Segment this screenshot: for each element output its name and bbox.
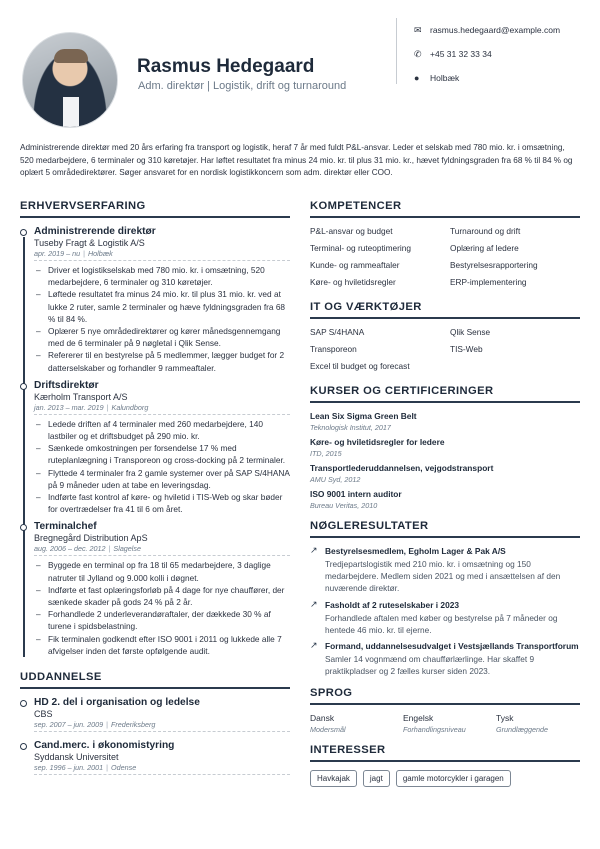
job-company: Bregnegård Distribution ApS [34, 533, 148, 544]
section-title-experience: ERHVERVSERFARING [20, 200, 290, 218]
job-bullet: – Forhandlede 2 underleverandøraftaler, der dækkede 30 % af turene i spidsbelastning. [34, 608, 290, 632]
email-text: rasmus.hedegaard@example.com [430, 25, 561, 35]
job-bullet: – Oplærer 5 nye områdedirektører og kører månedsgennemgang med de 6 terminaler på 9 nøgletal i Qlik Sense. [34, 325, 290, 349]
course-meta: Teknologisk Institut, 2017 [310, 423, 391, 432]
language-list [310, 713, 580, 734]
tool-item: Qlik Sense [450, 327, 491, 337]
resume-header [0, 0, 600, 140]
section-title-languages: SPROG [310, 687, 580, 705]
photo-hair [54, 49, 88, 63]
job-meta: jan. 2013 – mar. 2019 | Kalundborg [34, 403, 290, 415]
timeline-line [23, 237, 25, 397]
job-title: Driftsdirektør [34, 379, 99, 391]
profile-photo [22, 32, 118, 128]
language-level: Grundlæggende [496, 725, 548, 735]
section-title-courses: KURSER OG CERTIFICERINGER [310, 385, 580, 403]
course-item [310, 463, 580, 484]
job-location: Slagelse [113, 544, 141, 554]
education-school: Syddansk Universitet [34, 752, 119, 763]
course-list [310, 411, 580, 510]
job-entry [20, 226, 290, 374]
result-item [310, 600, 580, 636]
trend-up-icon: ↗ [310, 598, 318, 609]
competency-item: Terminal- og ruteoptimering [310, 243, 411, 253]
job-bullet: – Indførte fast kontrol af køre- og hviletid i TIS-Web og skar bøder for overtrædelser fra 41 til 6 om året. [34, 491, 290, 515]
tool-item: TIS-Web [450, 344, 483, 354]
timeline-dot [20, 229, 27, 236]
interest-tag: jagt [363, 770, 390, 787]
location-text: Holbæk [430, 73, 460, 83]
job-dates: aug. 2006 – dec. 2012 [34, 544, 106, 554]
job-bullet: – Ledede driften af 4 terminaler med 260 medarbejdere, 140 lastbiler og et driftsbudget på 290 mio. kr. [34, 418, 290, 442]
job-meta: aug. 2006 – dec. 2012 | Slagelse [34, 544, 290, 556]
profile-summary: Administrerende direktør med 20 års erfaring fra transport og logistik, heraf 7 år med fuldt P&L-ansvar. Leder et selskab med 780 mio. kr. i omsætning, 520 medarbejdere, 6 terminaler og 310 køretøjer. Har løftet resultatet fra minus 24 mio. kr. til plus 31 mio. kr., hævet fyldningsgraden fra 68 % til 84 % og oplært 5 områdedirektører. Søger ansvaret for en nordisk logistikkoncern som adm. direktør eller COO. [20, 143, 573, 178]
results-list [310, 546, 580, 677]
contact-location [414, 66, 560, 90]
competency-item: P&L-ansvar og budget [310, 226, 393, 236]
course-meta: ITD, 2015 [310, 449, 342, 458]
timeline-line [23, 532, 25, 657]
course-item [310, 411, 580, 432]
section-title-interests: INTERESSER [310, 744, 580, 762]
section-title-tools: IT OG VÆRKTØJER [310, 301, 580, 319]
section-title-competencies: KOMPETENCER [310, 200, 580, 218]
tool-item: Transporeon [310, 344, 357, 354]
job-entry [20, 521, 290, 657]
education-meta: sep. 2007 – jun. 2009 | Frederiksberg [34, 720, 290, 732]
result-desc: Forhandlede aftalen med køber og bestyrelse på 7 måneder og hentede 46 mio. kr. til ejerne. [325, 612, 558, 635]
competency-item: Kunde- og rammeaftaler [310, 260, 400, 270]
job-meta: apr. 2019 – nu | Holbæk [34, 249, 290, 261]
result-desc: Tredjepartslogistik med 210 mio. kr. i omsætning og 150 medarbejdere. Medlem siden 2021 og med i ansættelsen af den nuværende direktør. [325, 559, 561, 594]
job-dates: jan. 2013 – mar. 2019 [34, 402, 104, 412]
job-bullets [34, 264, 290, 374]
language-name: Engelsk [403, 713, 434, 724]
trend-up-icon: ↗ [310, 640, 318, 651]
language-item [403, 713, 496, 734]
job-location: Kalundborg [111, 402, 149, 412]
competency-item: Turnaround og drift [450, 226, 521, 236]
timeline-dot [20, 700, 27, 707]
competency-item: ERP-implementering [450, 277, 527, 287]
interest-tag: gamle motorcykler i garagen [396, 770, 511, 787]
contact-email[interactable] [414, 18, 560, 42]
tools-grid [310, 327, 580, 373]
section-title-results: NØGLERESULTATER [310, 520, 580, 538]
job-bullet: – Indførte et fast oplæringsforløb på 4 dage for nye chauffører, der sænkede skader på gods 24 % på 2 år. [34, 584, 290, 608]
mail-icon: ✉ [414, 24, 422, 35]
course-name: Transportlederuddannelsen, vejgodstransport [310, 463, 494, 473]
competency-grid [310, 226, 580, 289]
candidate-title: Adm. direktør | Logistik, drift og turnaround [138, 80, 347, 92]
result-name: Fasholdt af 2 ruteselskaber i 2023 [325, 599, 460, 610]
header-divider [396, 18, 397, 84]
job-bullet: – Fik terminalen godkendt efter ISO 9001 i 2011 og lukkede alle 7 afvigelser inden det første opfølgende audit. [34, 633, 290, 657]
competency-item: Bestyrelsesrapportering [450, 260, 538, 270]
course-meta: AMU Syd, 2012 [310, 475, 361, 484]
job-dates: apr. 2019 – nu [34, 249, 81, 258]
education-meta: sep. 1996 – jun. 2001 | Odense [34, 763, 290, 775]
job-bullets [34, 559, 290, 657]
tool-item: SAP S/4HANA [310, 327, 365, 337]
timeline-line [23, 391, 25, 541]
competency-item: Køre- og hviletidsregler [310, 277, 396, 287]
result-name: Bestyrelsesmedlem, Egholm Lager & Pak A/S [325, 546, 506, 556]
job-bullet: – Løftede resultatet fra minus 24 mio. kr. til plus 31 mio. kr. ved at lukke 2 ruter, samle 2 terminaler og hæve fyldningsgraden fra 68 % til 84 %. [34, 288, 290, 325]
phone-icon: ✆ [414, 48, 422, 59]
education-title: HD 2. del i organisation og ledelse [34, 697, 200, 709]
job-bullets [34, 418, 290, 516]
left-column [20, 200, 290, 783]
course-item [310, 437, 580, 458]
job-title: Terminalchef [34, 521, 97, 533]
education-school: CBS [34, 709, 53, 720]
trend-up-icon: ↗ [310, 545, 318, 555]
result-desc: Samler 14 vognmænd om chaufførlærlinge. Har skaffet 9 praktikpladser og 2 fælles kurser siden 2023. [325, 654, 535, 677]
section-title-education: UDDANNELSE [20, 671, 290, 689]
education-entry [20, 697, 290, 732]
language-level: Forhandlingsniveau [403, 725, 466, 735]
tool-item: Excel til budget og forecast [310, 361, 410, 371]
job-location: Holbæk [87, 249, 113, 258]
language-name: Tysk [496, 713, 514, 724]
job-company: Kærholm Transport A/S [34, 391, 128, 402]
photo-shirt [63, 97, 79, 128]
education-dates: sep. 1996 – jun. 2001 [34, 763, 104, 773]
course-item [310, 489, 580, 510]
phone-text: +45 31 32 33 34 [430, 49, 492, 59]
result-item [310, 546, 580, 595]
language-name: Dansk [310, 713, 335, 724]
course-meta: Bureau Veritas, 2010 [310, 501, 378, 510]
timeline-dot [20, 743, 27, 750]
result-item [310, 641, 580, 677]
education-location: Frederiksberg [111, 720, 156, 730]
job-bullet: – Refererer til en bestyrelse på 5 medlemmer, lægger budget for 2 datterselskaber og forhandler 9 rammeaftaler. [34, 349, 290, 373]
education-location: Odense [111, 763, 137, 773]
job-bullet: – Sænkede omkostningen per forsendelse 17 % med ruteplanlægning i Transporeon og cross-docking på 2 terminaler. [34, 442, 290, 466]
job-company: Tuseby Fragt & Logistik A/S [34, 238, 145, 248]
course-name: Køre- og hviletidsregler for ledere [310, 437, 445, 447]
job-bullet: – Byggede en terminal op fra 18 til 65 medarbejdere, 3 daglige natruter til Jylland og 9.000 kolli i døgnet. [34, 559, 290, 583]
job-title: Administrerende direktør [34, 226, 156, 237]
language-level: Modersmål [310, 725, 346, 735]
course-name: ISO 9001 intern auditor [310, 489, 402, 499]
timeline-dot [20, 383, 27, 390]
job-entry [20, 380, 290, 516]
result-name: Formand, uddannelsesudvalget i Vestsjællands Transportforum [325, 641, 579, 652]
course-name: Lean Six Sigma Green Belt [310, 411, 417, 421]
interest-tag: Havkajak [310, 770, 357, 787]
right-column [310, 200, 580, 787]
job-bullet: – Driver et logistikselskab med 780 mio. kr. i omsætning, 520 medarbejdere, 6 terminaler og 310 køretøjer. [34, 264, 290, 288]
education-entry [20, 740, 290, 775]
candidate-name: Rasmus Hedegaard [137, 56, 315, 77]
job-bullet: – Flyttede 4 terminaler fra 2 gamle systemer over på SAP S/4HANA på 9 måneder uden at tabe en leveringsdag. [34, 467, 290, 491]
interest-tags [310, 770, 580, 787]
timeline-dot [20, 524, 27, 531]
education-dates: sep. 2007 – jun. 2009 [34, 720, 104, 730]
language-item [310, 713, 403, 734]
language-item [496, 713, 580, 734]
education-title: Cand.merc. i økonomistyring [34, 740, 175, 752]
contact-list [414, 18, 560, 90]
competency-item: Oplæring af ledere [450, 243, 519, 253]
location-icon: ● [414, 73, 420, 83]
contact-phone[interactable] [414, 42, 560, 66]
